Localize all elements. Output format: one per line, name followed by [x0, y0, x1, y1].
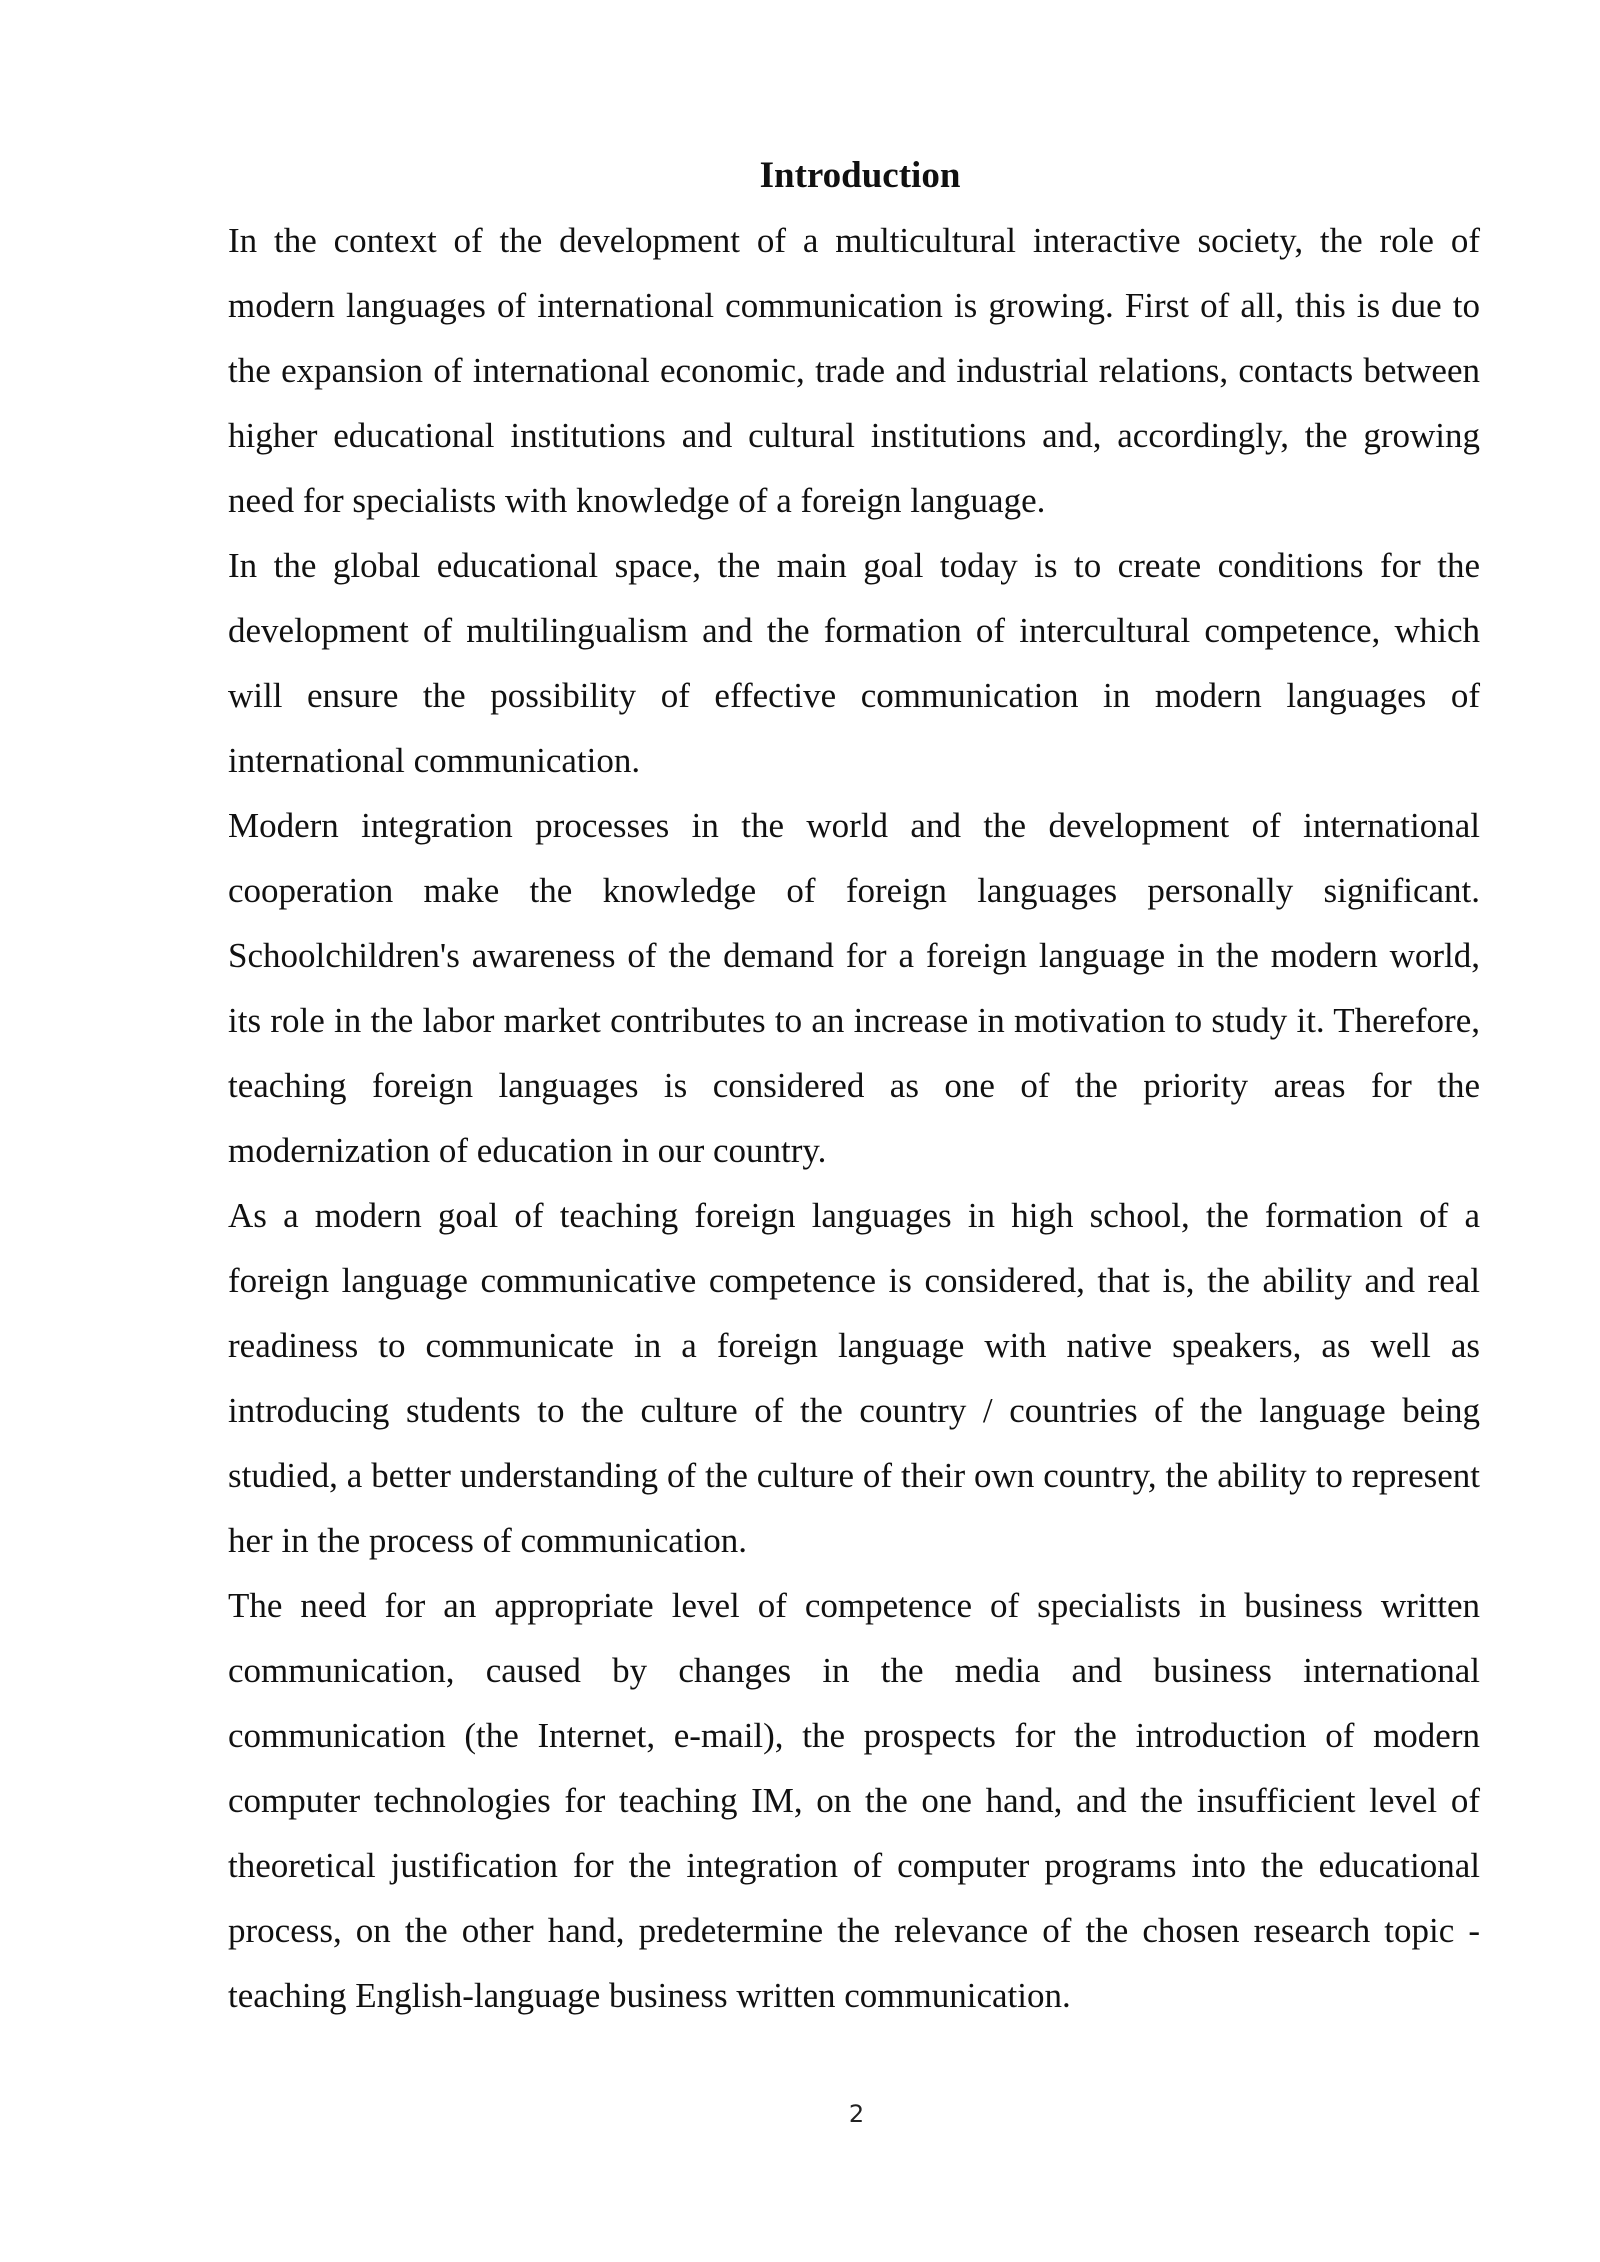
paragraph: In the global educational space, the main goal today is to create conditions for the development of multilingualism and the formation of intercultural competence, which will ensure the possibility of effective communication in modern languages of international communication.	[228, 546, 1480, 780]
paragraph: As a modern goal of teaching foreign languages in high school, the formation of a foreign language communicative competence is considered, that is, the ability and real readiness to communicate in a foreign language with native speakers, as well as introducing students to the culture of the country / countries of the language being studied, a better understanding of the culture of their own country, the ability to represent her in the process of communication.	[228, 1196, 1480, 1560]
section-heading: Introduction	[759, 155, 961, 196]
body-text	[228, 208, 1480, 2028]
paragraph: The need for an appropriate level of competence of specialists in business written communication, caused by changes in the media and business international communication (the Internet, e-mail), the prospects for the introduction of modern computer technologies for teaching IM, on the one hand, and the insufficient level of theoretical justification for the integration of computer programs into the educational process, on the other hand, predetermine the relevance of the chosen research topic - teaching English-language business written communication.	[228, 1586, 1480, 2015]
paragraph: In the context of the development of a multicultural interactive society, the role of modern languages of international communication is growing. First of all, this is due to the expansion of international economic, trade and industrial relations, contacts between higher educational institutions and cultural institutions and, accordingly, the growing need for specialists with knowledge of a foreign language.	[228, 221, 1480, 520]
page-number: 2	[848, 2100, 865, 2128]
paragraph: Modern integration processes in the world and the development of international cooperation make the knowledge of foreign languages personally significant. Schoolchildren's awareness of the demand for a foreign language in the modern world, its role in the labor market contributes to an increase in motivation to study it. Therefore, teaching foreign languages is considered as one of the priority areas for the modernization of education in our country.	[228, 806, 1480, 1170]
